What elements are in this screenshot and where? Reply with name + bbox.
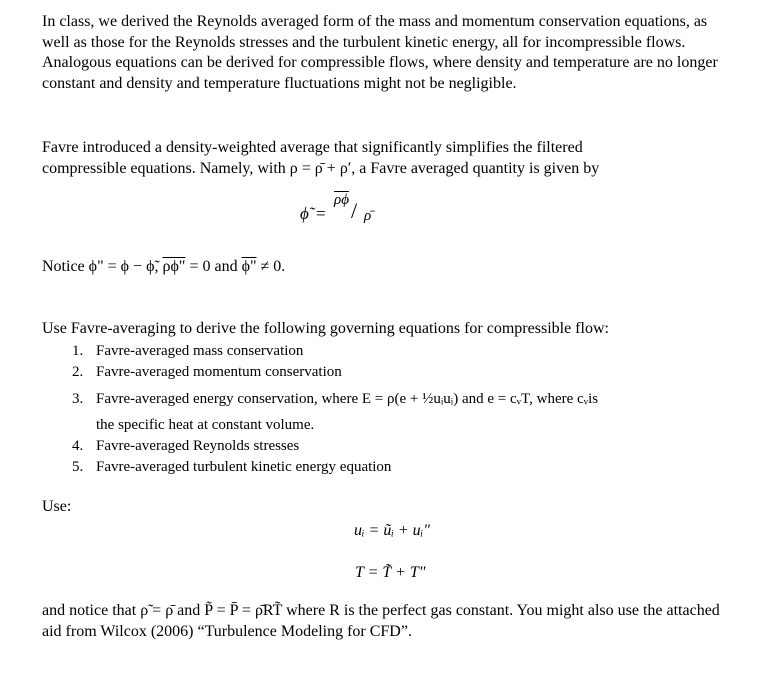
notice-text: Notice ϕ" = ϕ − ϕ̃, (42, 258, 163, 275)
notice-line (42, 258, 285, 276)
favre-eq-equals: = (316, 204, 326, 223)
notice-overline-1: ρϕ" (162, 258, 186, 275)
list-item (72, 383, 712, 433)
intro-paragraph-1: In class, we derived the Reynolds averaged form of the mass and momentum conservation equations, as well as those for the Reynolds stresses and the turbulent kinetic energy, all for incompressible flows. Analogous equations can be derived for compressible flows, where density and temperature are no longer constant and density and temperature fluctuations might not be negligible. (42, 13, 718, 92)
favre-average-equation (300, 192, 420, 232)
list-item-text: Favre-averaged energy conservation, where E = ρ(e + ½uᵢuᵢ) and e = cᵥT, where cᵥis (96, 391, 599, 407)
list-item-number: 3. (72, 391, 84, 407)
task-list (72, 341, 712, 478)
list-item-text: Favre-averaged turbulent kinetic energy equation (96, 459, 392, 475)
list-item (72, 457, 712, 478)
favre-eq-denominator: ρ̄ (364, 208, 372, 224)
list-item-text: Favre-averaged momentum conservation (96, 364, 342, 380)
use-label: Use: (42, 498, 72, 515)
notice-overline-2: ϕ" (241, 258, 257, 275)
list-item-number: 4. (72, 438, 84, 454)
velocity-decomposition-equation: uᵢ = ũᵢ + uᵢ" (354, 522, 430, 539)
list-item-number: 1. (72, 343, 84, 359)
list-item (72, 341, 712, 362)
task-intro: Use Favre-averaging to derive the following governing equations for compressible flow: (42, 320, 609, 337)
list-item-continuation: the specific heat at constant volume. (96, 417, 315, 433)
list-item-number: 2. (72, 364, 84, 380)
favre-eq-slash: / (351, 198, 358, 223)
closing-paragraph: and notice that ρ̃ = ρ̄ and P̃ = P̄ = ρ̄RT̃ where R is the perfect gas constant. You might also use the attached aid from Wilcox (2006) “Turbulence Modeling for CFD”. (42, 602, 720, 640)
list-item-number: 5. (72, 459, 84, 475)
list-item (72, 362, 712, 383)
list-item (72, 436, 712, 457)
notice-end: ≠ 0. (256, 258, 286, 275)
notice-mid: = 0 and (185, 258, 242, 275)
list-item-text: Favre-averaged Reynolds stresses (96, 438, 300, 454)
intro-paragraph-2-line-1: Favre introduced a density-weighted average that significantly simplifies the filtered (42, 139, 583, 156)
list-item-text: Favre-averaged mass conservation (96, 343, 304, 359)
favre-eq-numerator: $\overline{\rho\phi}$ (334, 192, 349, 208)
favre-eq-lhs: ϕ̃ (300, 204, 309, 223)
intro-paragraph-2 (42, 138, 722, 179)
intro-paragraph-2-line-2: compressible equations. Namely, with ρ = ρ̄ + ρ′, a Favre averaged quantity is given by (42, 159, 600, 177)
temperature-decomposition-equation: T = T̃ + T" (355, 564, 426, 581)
